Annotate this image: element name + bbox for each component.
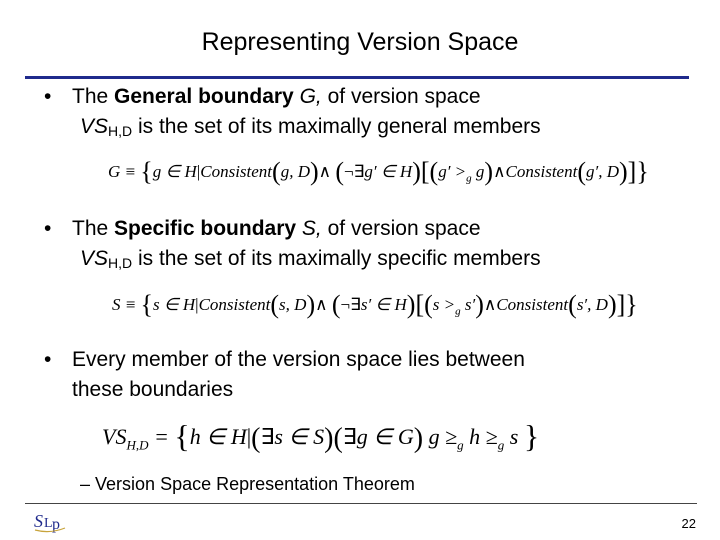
equation-specific-boundary: S ≡ {s ∈ H|Consistent(s, D)∧ (¬∃s′ ∈ $H)[(s >_g$ s′)∧Consistent(s′, D)]}: [112, 290, 638, 319]
svg-text:S: S: [34, 511, 43, 531]
page-number: 22: [681, 516, 696, 531]
bullet-italic-symbol: G,: [293, 85, 322, 108]
bullet-line-2-rest: is the set of its maximally general members: [132, 115, 541, 138]
vs-symbol: VS: [80, 247, 109, 270]
bullet-marker: •: [44, 85, 52, 108]
bullet-prefix: The: [72, 217, 115, 240]
bullet-bold-term: Specific boundary: [114, 217, 297, 240]
bullet-line-2-rest: is the set of its maximally specific members: [132, 247, 541, 270]
bullet-line-1: [72, 84, 712, 110]
svg-text:p: p: [52, 516, 60, 533]
bullet-line-2: [80, 114, 541, 144]
title-divider: [25, 76, 689, 79]
bullet-marker: •: [44, 348, 52, 371]
sub-bullet-marker: –: [80, 474, 91, 494]
vs-subscript: H,D: [108, 123, 133, 139]
bullet-line-1: Every member of the version space lies between: [72, 348, 525, 371]
bullet-line-2: [80, 246, 541, 276]
sub-bullet-text: Version Space Representation Theorem: [95, 474, 415, 494]
bullet-prefix: The: [72, 85, 115, 108]
bullet-line-2: these boundaries: [72, 378, 234, 401]
equation-version-space: $VS_{H,D} = \{h$ ∈ H|(∃s ∈ S)(∃g ∈ G) $g \ge_g$ $h \ge_g$ s }: [102, 418, 540, 454]
svg-text:L: L: [44, 516, 53, 531]
footer-divider: [25, 503, 697, 504]
vs-subscript: H,D: [108, 255, 133, 271]
bullet-rest: of version space: [321, 217, 481, 240]
bullet-italic-symbol: S,: [296, 217, 322, 240]
bullet-rest: of version space: [321, 85, 481, 108]
bullet-marker: •: [44, 217, 52, 240]
slide-title: Representing Version Space: [201, 28, 519, 56]
bullet-line-1: [72, 216, 712, 242]
slp-logo: [32, 508, 68, 534]
bullet-bold-term: General boundary: [114, 85, 294, 108]
equation-general-boundary: G ≡ {g ∈ H|Consistent(g, D)∧ (¬∃g′ ∈ $H)[(g' >_g$ g)∧Consistent(g′, D)]}: [108, 157, 649, 186]
vs-symbol: VS: [80, 115, 109, 138]
sub-bullet-theorem: [80, 474, 415, 495]
